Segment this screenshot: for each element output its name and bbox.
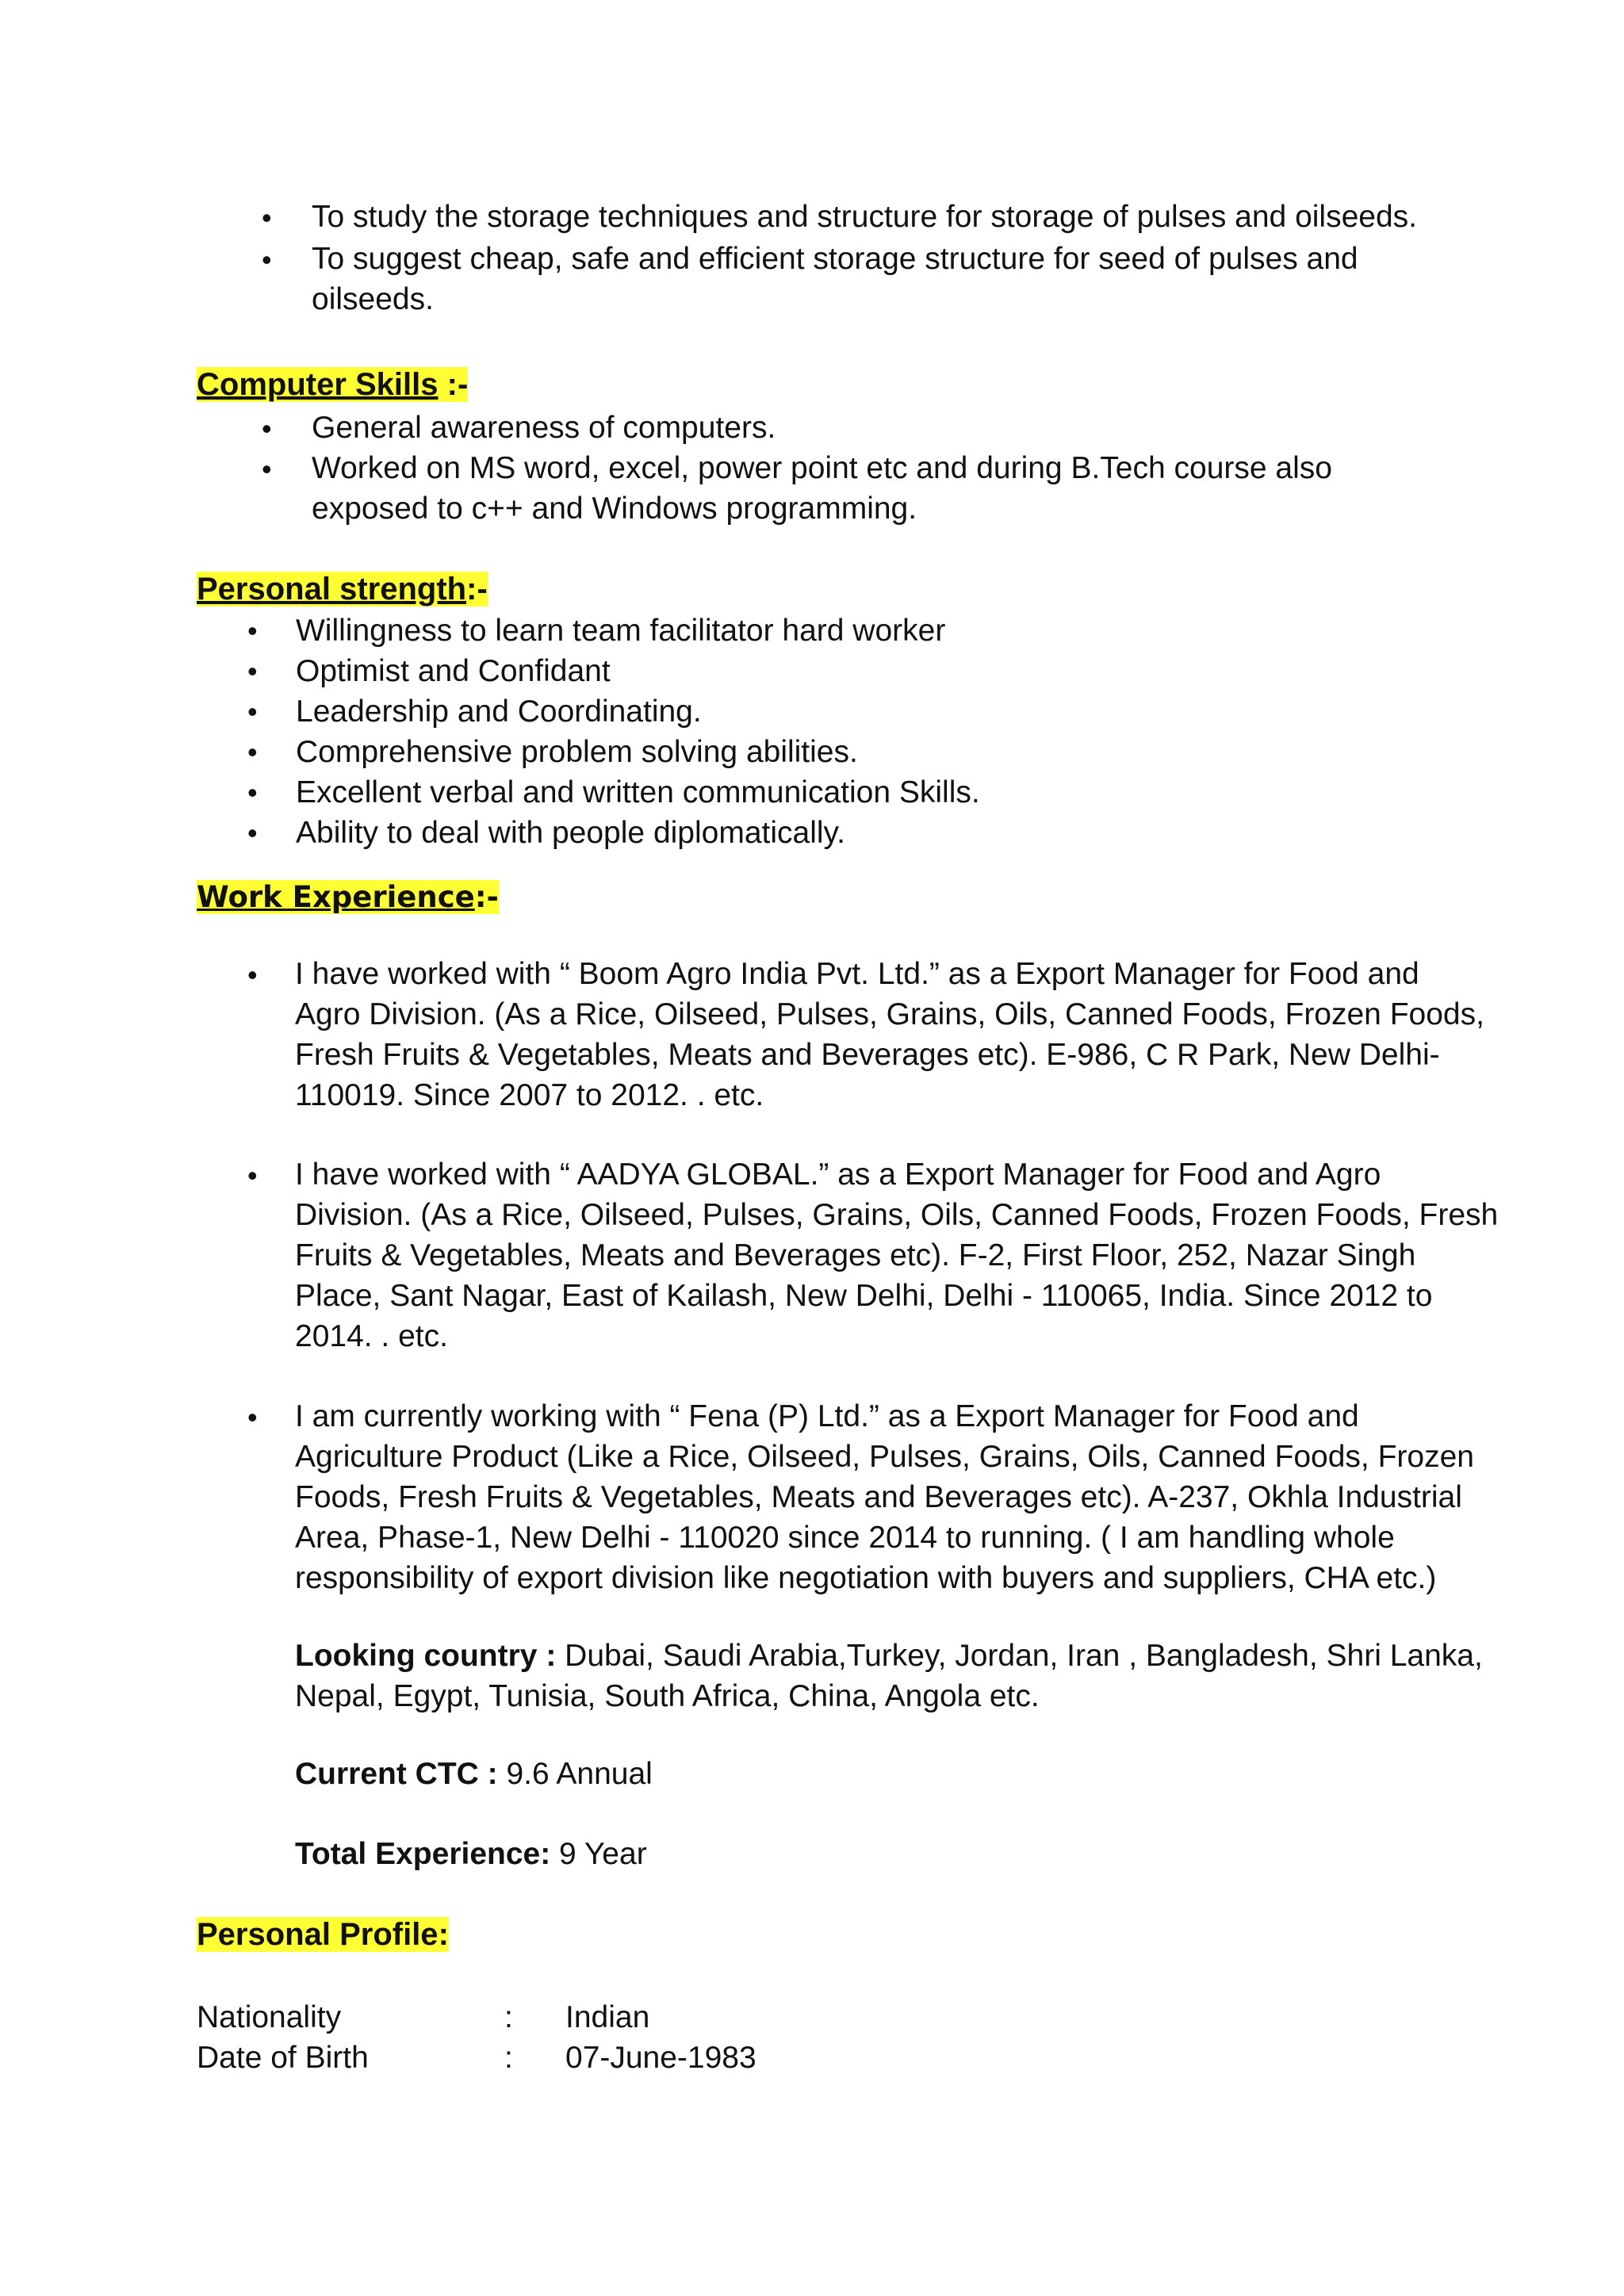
total-experience: Total Experience: 9 Year: [295, 1837, 647, 1871]
looking-country: Looking country : Dubai, Saudi Arabia,Turkey, Jordan, Iran , Bangladesh, Shri Lanka, Nepal, Egypt, Tunisia, South Africa, China, Angola etc.: [295, 1639, 1483, 1713]
personal-strength-heading: Personal strength:-: [197, 572, 488, 607]
computer-skill-item-1: General awareness of computers.: [312, 411, 776, 445]
profile-row-label: Nationality: [197, 2000, 342, 2034]
bullet: •: [262, 453, 272, 485]
personal-profile-heading: Personal Profile:: [197, 1917, 449, 1952]
bullet: •: [262, 412, 272, 445]
bullet: •: [262, 201, 272, 234]
objective-item-2: To suggest cheap, safe and efficient storage structure for seed of pulses and oilseeds.: [312, 242, 1358, 316]
bullet: •: [262, 243, 272, 276]
bullet: •: [247, 959, 258, 991]
profile-row-separator: :: [504, 2000, 513, 2034]
profile-row-label: Date of Birth: [197, 2041, 369, 2075]
computer-skill-item-2: Worked on MS word, excel, power point etc and during B.Tech course also exposed to c++ and Windows programming.: [312, 451, 1332, 526]
profile-row-value: 07-June-1983: [565, 2041, 756, 2075]
current-ctc: Current CTC : 9.6 Annual: [295, 1757, 653, 1791]
objective-item-1: To study the storage techniques and structure for storage of pulses and oilseeds.: [312, 200, 1418, 234]
computer-skills-heading: Computer Skills :-: [197, 367, 469, 402]
work-item-2: I have worked with “ AADYA GLOBAL.” as a Export Manager for Food and Agro Division. (As a Rice, Oilseed, Pulses, Grains, Oils, Canned Foods, Frozen Foods, Fresh Fruits & Vegetables, Meats and Beverages etc). F-2, First Floor, 252, Nazar Singh Place, Sant Nagar, East of Kailash, New Delhi, Delhi - 110065, India. Since 2012 to 2014. . etc.: [295, 1158, 1499, 1353]
profile-row-separator: :: [504, 2041, 513, 2075]
work-item-1: I have worked with “ Boom Agro India Pvt. Ltd.” as a Export Manager for Food and Agro Division. (As a Rice, Oilseed, Pulses, Grains, Oils, Canned Foods, Frozen Foods, Fresh Fruits & Vegetables, Meats and Beverages etc). E-986, C R Park, New Delhi- 110019. Since 2007 to 2012. . etc.: [295, 957, 1484, 1112]
profile-row-value: Indian: [565, 2000, 650, 2034]
work-item-3: I am currently working with “ Fena (P) Ltd.” as a Export Manager for Food and Agriculture Product (Like a Rice, Oilseed, Pulses, Grains, Oils, Canned Foods, Frozen Foods, Fresh Fruits & Vegetables, Meats and Beverages etc). A-237, Okhla Industrial Area, Phase-1, New Delhi - 110020 since 2014 to running. ( I am handling whole responsibility of export division like negotiation with buyers and suppliers, CHA etc.): [295, 1399, 1474, 1595]
bullet: •: [247, 1159, 258, 1192]
bullet: •: [247, 1401, 258, 1433]
work-experience-heading: Work Experience:-: [197, 880, 499, 914]
resume-page: • To study the storage techniques and structure for storage of pulses and oilseeds. • To suggest cheap, safe and efficient storage structure for seed of pulses and oilseeds. Computer Skills :- • General awareness of computers. • Worked on MS word, excel, power point etc and during B.Tech course also exposed to c++ and Windows programming. Personal strength:- • Willingness to learn team facilitator hard worker • Optimist and Confidant • Leadership and Coordinating. • Comprehensive problem solving abilities. • Excellent verbal and written communication Skills. • Ability to deal with people diplomatically. Work Experience:- • I have worked with “ Boom Agro India Pvt. Ltd.” as a Export Manager for Food and Agro Division. (As a Rice, Oilseed, Pulses, Grains, Oils, Canned Foods, Frozen Foods, Fresh Fruits & Vegetables, Meats and Beverages etc). E-986, C R Park, New Delhi- 110019. Since 2007 to 2012. . etc. • I have worked with “ AADYA GLOBAL.” as a Export Manager for Food and Agro Division. (As a Rice, Oilseed, Pulses, Grains, Oils, Canned Foods, Frozen Foods, Fresh Fruits & Vegetables, Meats and Beverages etc). F-2, First Floor, 252, Nazar Singh Place, Sant Nagar, East of Kailash, New Delhi, Delhi - 110065, India. Since 2012 to 2014. . etc. • I am currently working with “ Fena (P) Ltd.” as a Export Manager for Food and Agriculture Product (Like a Rice, Oilseed, Pulses, Grains, Oils, Canned Foods, Frozen Foods, Fresh Fruits & Vegetables, Meats and Beverages etc). A-237, Okhla Industrial Area, Phase-1, New Delhi - 110020 since 2014 to running. ( I am handling whole responsibility of export division like negotiation with buyers and suppliers, CHA etc.) Looking country : Dubai, Saudi Arabia,Turkey, Jordan, Iran , Bangladesh, Shri Lanka, Nepal, Egypt, Tunisia, South Africa, China, Angola etc. Current CTC : 9.6 Annual Total Experience: 9 Year Personal Profile: Nationality : Indian Date of Birth : 07-June-1983: [0, 0, 1624, 2296]
